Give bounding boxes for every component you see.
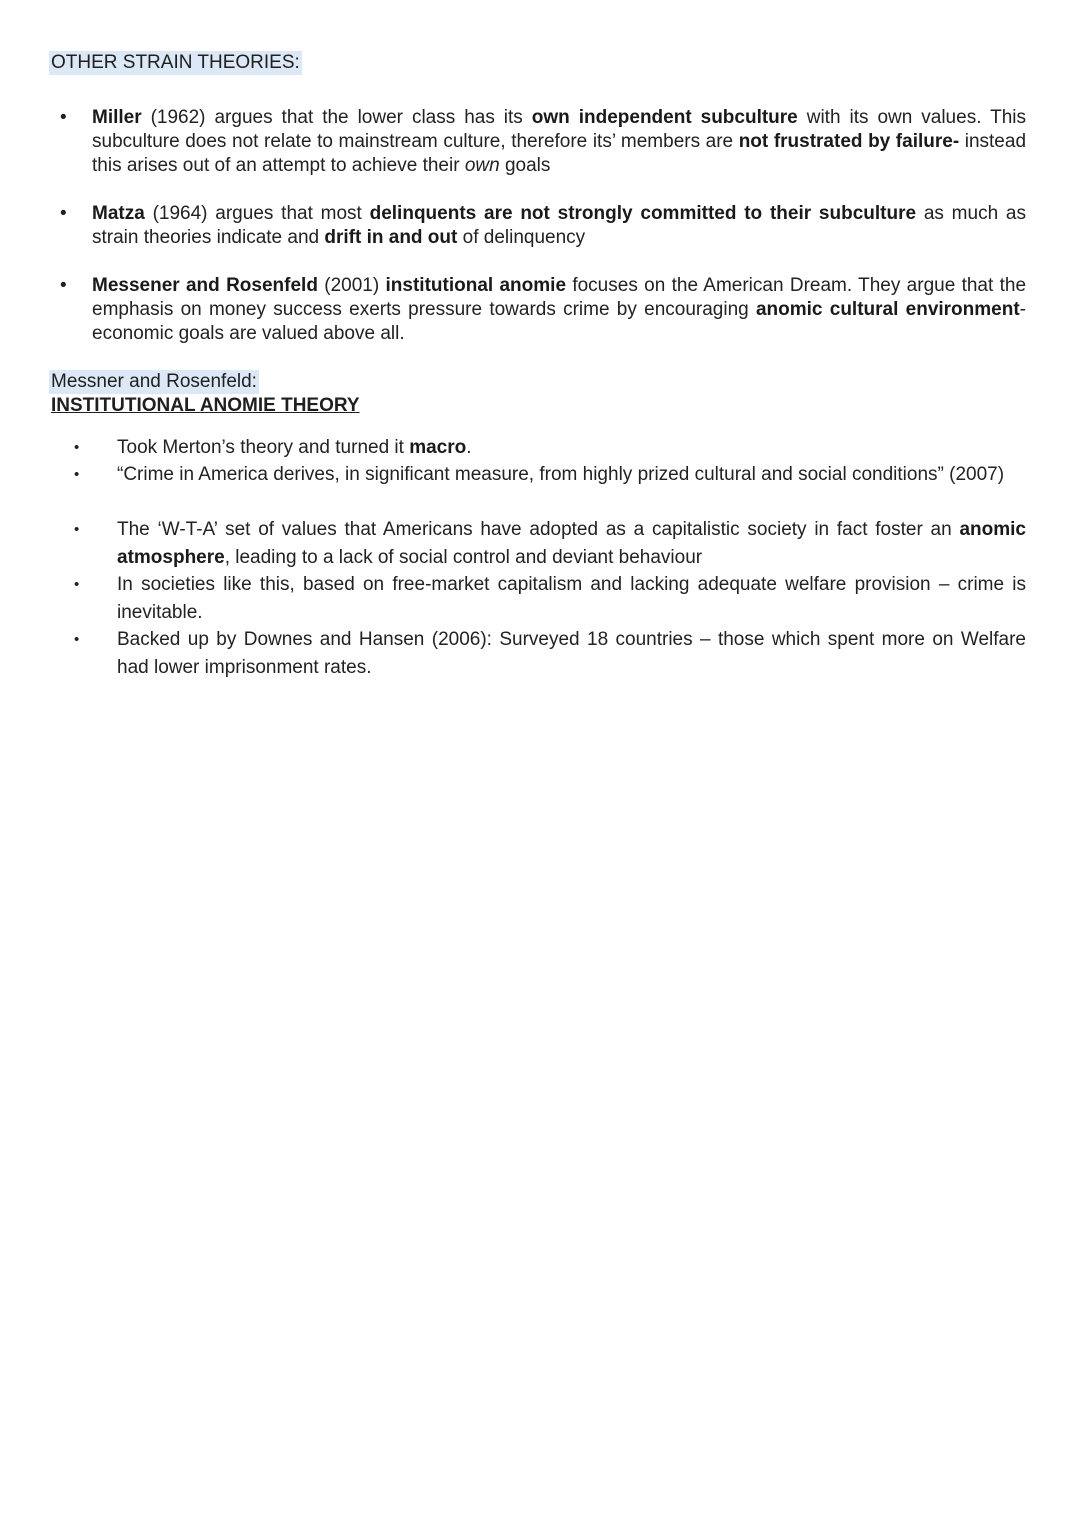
text-segment: - economic goals are valued above all. <box>92 299 1026 344</box>
list-item-matza <box>60 202 1026 250</box>
text-segment: . <box>466 437 472 458</box>
list-item-iat-4 <box>74 571 1026 626</box>
bullet-icon: • <box>74 521 80 538</box>
section-heading-institutional-anomie-theory: INSTITUTIONAL ANOMIE THEORY <box>51 395 360 416</box>
text-segment: as much as strain theories indicate and <box>92 203 1026 248</box>
list-item-iat-5 <box>74 626 1026 681</box>
text-segment: Took Merton’s theory and turned it <box>117 437 410 458</box>
bold-term: macro <box>409 437 467 458</box>
section-heading-other-strain-theories: OTHER STRAIN THEORIES: <box>51 52 300 73</box>
bold-term: drift in and out <box>324 227 458 248</box>
list-item-messener-rosenfeld <box>60 274 1027 346</box>
text-segment: (2001) <box>317 275 386 296</box>
term-messener-rosenfeld: Messener and Rosenfeld <box>92 275 318 296</box>
list-item-iat-3 <box>74 516 1026 571</box>
section-heading-messner-rosenfeld: Messner and Rosenfeld: <box>51 371 257 392</box>
bold-term: delinquents are not strongly committed to their subculture <box>369 203 917 224</box>
list-item-miller <box>60 106 1027 178</box>
text-segment: In societies like this, based on free-market capitalism and lacking adequate welfare provision – crime is inevitable. <box>117 574 1026 623</box>
text-segment: (1964) argues that most <box>144 203 370 224</box>
bullet-icon: • <box>74 466 80 483</box>
bold-term: own independent subculture <box>531 107 798 128</box>
list-item-iat-1 <box>74 434 1026 462</box>
text-segment: goals <box>499 155 551 176</box>
bold-term: institutional anomie <box>385 275 567 296</box>
text-segment: focuses on the American Dream. They argue that the emphasis on money success exerts pressure towards crime by encouraging <box>92 275 1027 320</box>
text-segment: Backed up by Downes and Hansen (2006): Surveyed 18 countries – those which spent more on Welfare had lower imprisonment rates. <box>117 629 1026 678</box>
term-miller: Miller <box>92 107 142 128</box>
text-segment: (1962) argues that the lower class has its <box>141 107 532 128</box>
bullet-icon: • <box>74 576 80 593</box>
text-segment: , leading to a lack of social control and deviant behaviour <box>224 546 703 568</box>
text-segment: The ‘W-T-A’ set of values that Americans have adopted as a capitalistic society in fact foster an <box>117 519 960 540</box>
bullet-icon: • <box>74 631 80 648</box>
bold-term: not frustrated by failure- <box>738 131 960 152</box>
quote-text: “Crime in America derives, in significant measure, from highly prized cultural and social conditions” (2007) <box>117 464 1005 485</box>
bullet-icon: • <box>60 275 67 296</box>
italic-term: own <box>464 155 500 176</box>
bullet-icon: • <box>74 439 80 456</box>
bold-term: anomic atmosphere <box>117 519 1026 568</box>
text-segment: instead this arises out of an attempt to achieve their <box>92 131 1027 176</box>
list-item-iat-2 <box>74 461 1026 489</box>
bullet-icon: • <box>60 203 67 224</box>
text-segment: of delinquency <box>457 227 586 248</box>
term-matza: Matza <box>92 203 145 224</box>
text-segment: with its own values. This subculture does not relate to mainstream culture, therefore its’ members are <box>92 107 1026 152</box>
bold-term: anomic cultural environment <box>755 299 1020 320</box>
bullet-icon: • <box>60 107 67 128</box>
